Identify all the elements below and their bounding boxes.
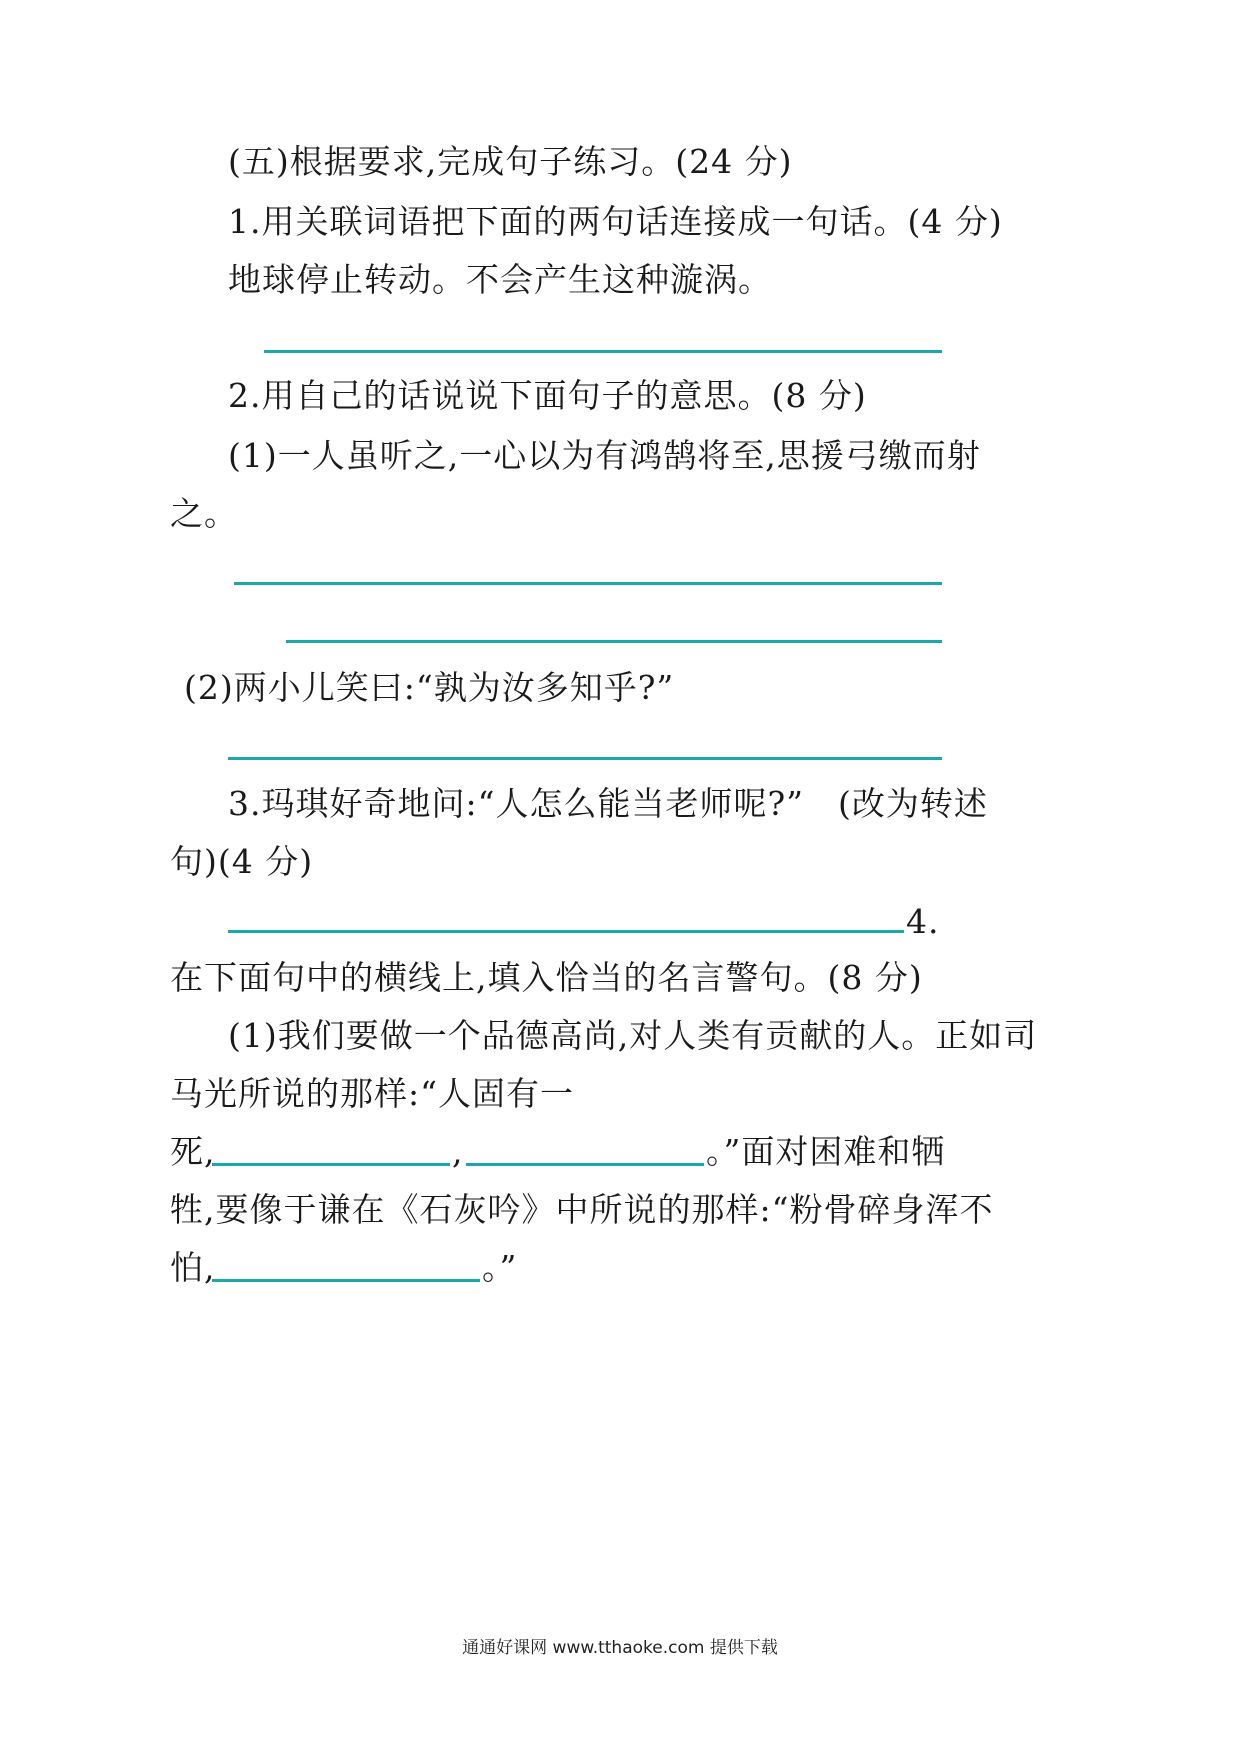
q3-line1: 3.玛琪好奇地问:“人怎么能当老师呢?” (改为转述 xyxy=(228,784,988,823)
q4-item1-line2: 马光所说的那样:“人固有一 xyxy=(170,1074,574,1113)
q1-sentence-a: 地球停止转动。 xyxy=(228,260,466,299)
q2-item1-answer-line-1[interactable] xyxy=(234,582,942,585)
q4-blank-2[interactable] xyxy=(466,1163,704,1166)
q2-item2: (2)两小儿笑曰:“孰为汝多知乎?” xyxy=(184,668,675,707)
q2-item1-line1: (1)一人虽听之,一心以为有鸿鹄将至,思援弓缴而射 xyxy=(228,436,981,475)
q1-sentence-b: 不会产生这种漩涡。 xyxy=(466,260,772,299)
q4-comma: , xyxy=(452,1132,464,1171)
q2-prompt: 2.用自己的话说说下面句子的意思。(8 分) xyxy=(228,376,867,415)
q4-line4: 牲,要像于谦在《石灰吟》中所说的那样:“粉骨碎身浑不 xyxy=(170,1190,994,1229)
q4-number: 4. xyxy=(906,902,940,941)
section-heading: (五)根据要求,完成句子练习。(24 分) xyxy=(228,142,793,181)
q4-blank-line-start: 死, xyxy=(170,1132,216,1171)
footer-credit: 通通好课网 www.tthaoke.com 提供下载 xyxy=(462,1638,778,1658)
q4-line5-start: 怕, xyxy=(170,1248,216,1287)
q1-answer-line[interactable] xyxy=(264,350,942,353)
q3-answer-line[interactable] xyxy=(228,930,904,933)
q4-blank-line-end: 。”面对困难和牺 xyxy=(706,1132,946,1171)
q3-line2: 句)(4 分) xyxy=(170,842,314,881)
q4-item1-line1: (1)我们要做一个品德高尚,对人类有贡献的人。正如司 xyxy=(228,1016,1038,1055)
q4-line5-end: 。” xyxy=(482,1248,518,1287)
q4-blank-3[interactable] xyxy=(212,1279,480,1282)
q4-blank-1[interactable] xyxy=(212,1163,450,1166)
q2-item1-answer-line-2[interactable] xyxy=(286,640,942,643)
q2-item1-line2: 之。 xyxy=(170,494,238,533)
q2-item2-answer-line[interactable] xyxy=(228,757,942,760)
q4-prompt: 在下面句中的横线上,填入恰当的名言警句。(8 分) xyxy=(170,958,923,997)
q1-prompt: 1.用关联词语把下面的两句话连接成一句话。(4 分) xyxy=(228,202,1003,241)
